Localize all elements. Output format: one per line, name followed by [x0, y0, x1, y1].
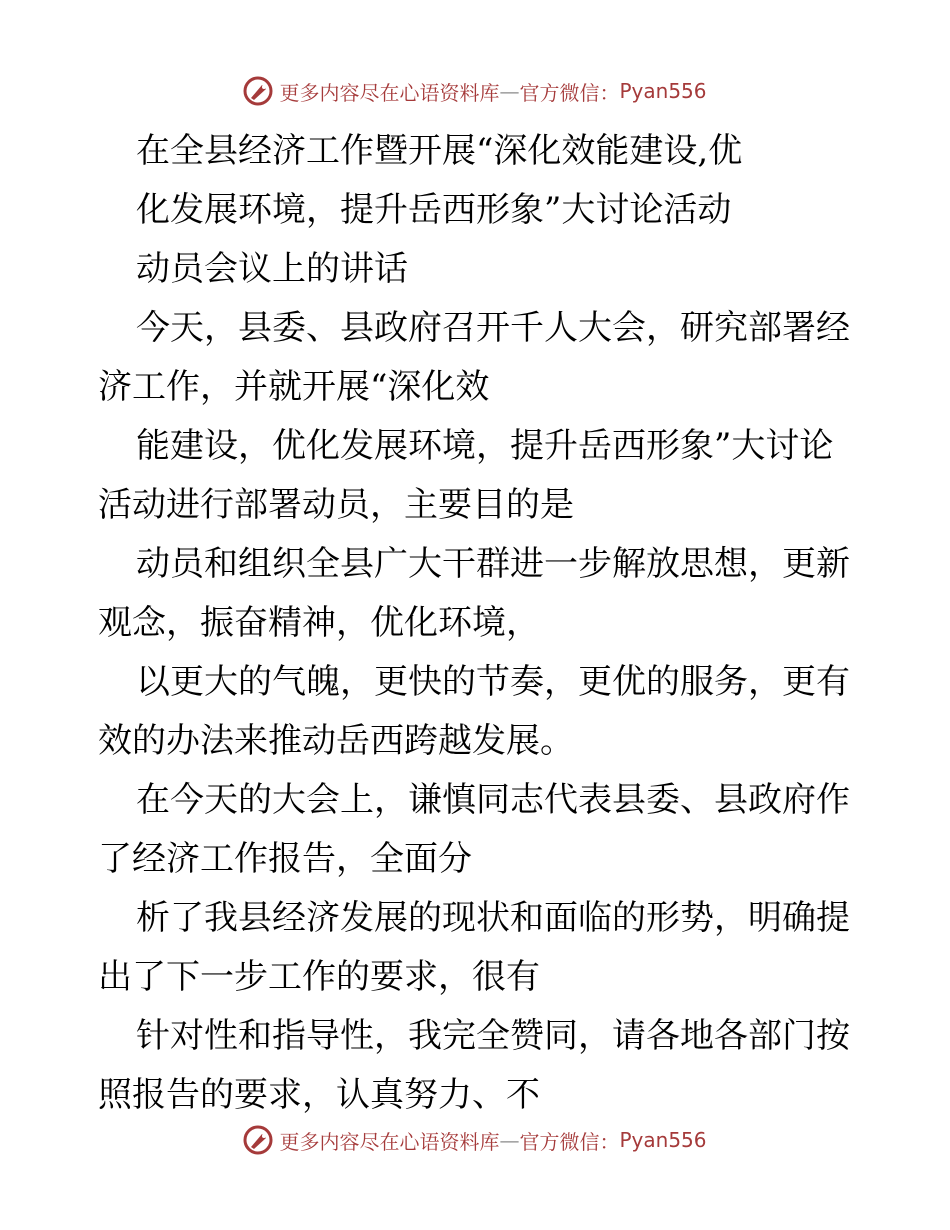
title-line-3: 动员会议上的讲话: [136, 249, 408, 289]
watermark-text: 更多内容尽在心语资料库: [279, 1129, 500, 1154]
watermark-wechat-id: Pyan556: [619, 1128, 707, 1152]
title-line-1: 在全县经济工作暨开展“深化效能建设,优: [136, 131, 743, 171]
watermark-separator: —: [499, 79, 520, 103]
watermark-wechat-label: 官方微信：: [519, 80, 620, 105]
watermark-wechat-id: Pyan556: [619, 79, 707, 103]
watermark-separator: —: [499, 1128, 520, 1152]
watermark-wechat-label: 官方微信：: [519, 1129, 620, 1154]
header-watermark: [0, 71, 950, 111]
title-line-2: 化发展环境，提升岳西形象”大讨论活动: [136, 190, 732, 230]
body-paragraph: 动员和组织全县广大干群进一步解放思想，更新观念，振奋精神，优化环境，: [98, 544, 850, 643]
footer-watermark: [0, 1120, 950, 1160]
body-paragraph: 能建设，优化发展环境，提升岳西形象”大讨论活动进行部署动员，主要目的是: [98, 426, 834, 525]
pen-nib-logo-icon: [243, 1125, 273, 1155]
document-body: [98, 122, 858, 1125]
watermark-text: 更多内容尽在心语资料库: [279, 80, 500, 105]
body-paragraph: 在今天的大会上，谦慎同志代表县委、县政府作了经济工作报告，全面分: [98, 780, 850, 879]
pen-nib-logo-icon: [243, 76, 273, 106]
body-paragraph: 今天，县委、县政府召开千人大会，研究部署经济工作，并就开展“深化效: [98, 308, 850, 407]
body-paragraph: 析了我县经济发展的现状和面临的形势，明确提出了下一步工作的要求，很有: [98, 898, 850, 997]
body-paragraph: 针对性和指导性，我完全赞同，请各地各部门按照报告的要求，认真努力、不: [98, 1016, 850, 1115]
body-paragraph: 以更大的气魄，更快的节奏，更优的服务，更有效的办法来推动岳西跨越发展。: [98, 662, 850, 761]
